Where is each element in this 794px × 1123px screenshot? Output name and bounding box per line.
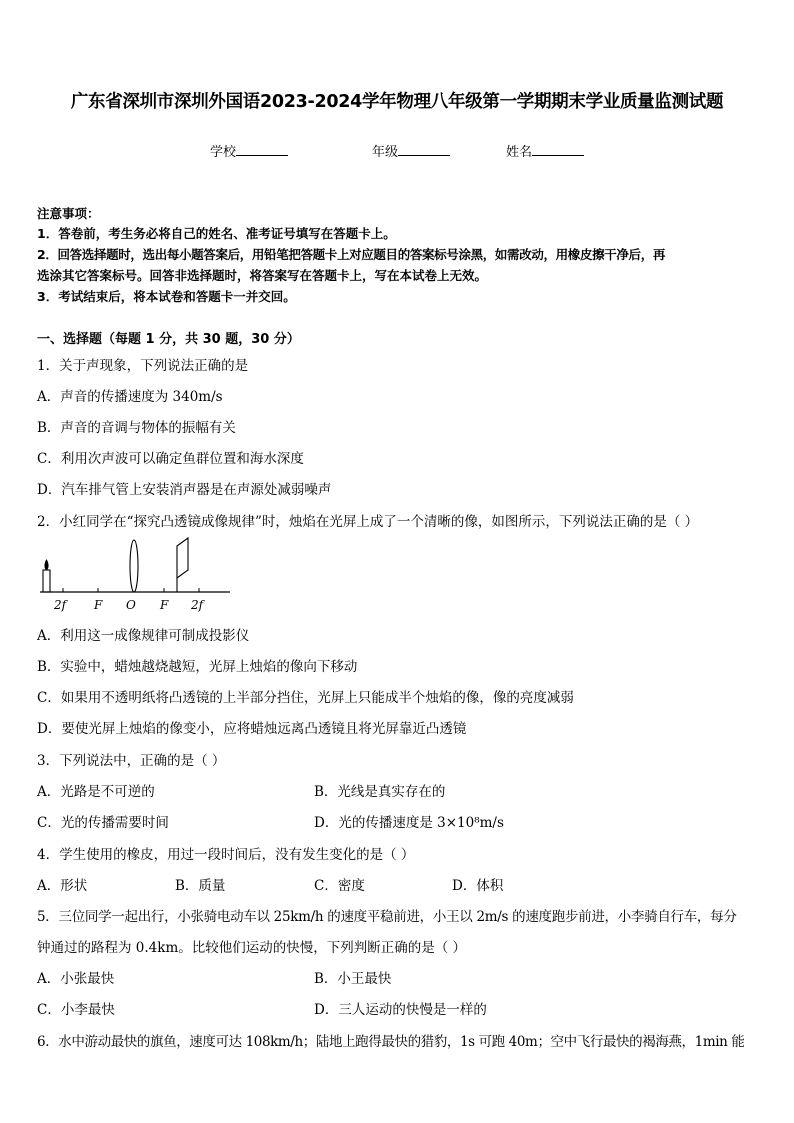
notice-item-1: 1．答卷前，考生务必将自己的姓名、准考证号填写在答题卡上。 (37, 226, 396, 241)
label-f-right: F (160, 598, 169, 612)
school-label: 学校 (210, 145, 237, 160)
q4-option-a: A．形状 (37, 878, 88, 894)
q3-option-c: C．光的传播需要时间 (37, 815, 169, 831)
section-heading: 一、选择题（每题 1 分，共 30 题，30 分） (37, 332, 300, 347)
q3-option-b: B．光线是真实存在的 (314, 784, 446, 800)
q1-option-a: A．声音的传播速度为 340m/s (37, 389, 223, 405)
q5-stem-line2: 钟通过的路程为 0.4km。比较他们运动的快慢，下列判断正确的是（ ） (37, 940, 467, 956)
q5-option-c: C．小李最快 (37, 1002, 115, 1018)
q1-option-b: B．声音的音调与物体的振幅有关 (37, 420, 236, 436)
q5-stem-line1: 5．三位同学一起出行，小张骑电动车以 25km/h 的速度平稳前进，小王以 2m/s 的速度跑步前进，小李骑自行车，每分 (37, 909, 737, 925)
exam-title: 广东省深圳市深圳外国语2023-2024学年物理八年级第一学期期末学业质量监测试题 (70, 92, 724, 112)
q4-option-c: C．密度 (314, 878, 365, 894)
q2-stem: 2．小红同学在“探究凸透镜成像规律”时，烛焰在光屏上成了一个清晰的像，如图所示，下列说法正确的是（ ） (37, 514, 699, 530)
q3-option-d: D．光的传播速度是 3×10⁸m/s (314, 815, 504, 831)
notice-item-3: 3．考试结束后，将本试卷和答题卡一并交回。 (37, 289, 296, 304)
name-field (506, 141, 584, 160)
q1-stem: 1．关于声现象，下列说法正确的是 (37, 358, 249, 374)
q4-option-d: D．体积 (452, 878, 504, 894)
q2-option-d: D．要使光屏上烛焰的像变小，应将蜡烛远离凸透镜且将光屏靠近凸透镜 (37, 721, 467, 737)
label-2f-right: 2f (191, 598, 204, 612)
grade-blank (398, 143, 450, 156)
q5-option-d: D．三人运动的快慢是一样的 (314, 1002, 487, 1018)
q3-option-a: A．光路是不可逆的 (37, 784, 155, 800)
candle-icon (43, 559, 50, 592)
label-2f-left: 2f (54, 598, 67, 612)
grade-label: 年级 (372, 145, 399, 160)
notice-item-2-cont: 选涂其它答案标号。回答非选择题时，将答案写在答题卡上，写在本试卷上无效。 (37, 268, 488, 283)
q4-option-b: B．质量 (175, 878, 226, 894)
q6-stem-line1: 6．水中游动最快的旗鱼，速度可达 108km/h；陆地上跑得最快的猎豹，1s 可跑 40m；空中飞行最快的褐海燕，1min 能 (37, 1034, 745, 1050)
label-f-left: F (94, 598, 103, 612)
school-field (210, 141, 288, 160)
school-blank (236, 143, 288, 156)
screen-icon (177, 538, 188, 578)
notice-heading: 注意事项： (37, 206, 100, 221)
q2-option-a: A．利用这一成像规律可制成投影仪 (37, 628, 250, 644)
notice-item-2: 2．回答选择题时，选出每小题答案后，用铅笔把答题卡上对应题目的答案标号涂黑，如需改动，用橡皮擦干净后，再 (37, 247, 666, 262)
name-blank (532, 143, 584, 156)
q5-option-b: B．小王最快 (314, 971, 392, 987)
q5-option-a: A．小张最快 (37, 971, 115, 987)
q1-option-d: D．汽车排气管上安装消声器是在声源处减弱噪声 (37, 482, 332, 498)
name-label: 姓名 (506, 145, 533, 160)
q1-option-c: C．利用次声波可以确定鱼群位置和海水深度 (37, 451, 304, 467)
grade-field (372, 141, 450, 160)
q4-stem: 4．学生使用的橡皮，用过一段时间后，没有发生变化的是（ ） (37, 847, 415, 863)
q2-option-b: B．实验中，蜡烛越烧越短，光屏上烛焰的像向下移动 (37, 659, 358, 675)
label-o: O (126, 598, 136, 612)
q2-option-c: C．如果用不透明纸将凸透镜的上半部分挡住，光屏上只能成半个烛焰的像，像的亮度减弱 (37, 690, 574, 706)
lens-icon (130, 540, 138, 592)
lens-diagram (36, 536, 236, 616)
q3-stem: 3．下列说法中，正确的是（ ） (37, 753, 226, 769)
